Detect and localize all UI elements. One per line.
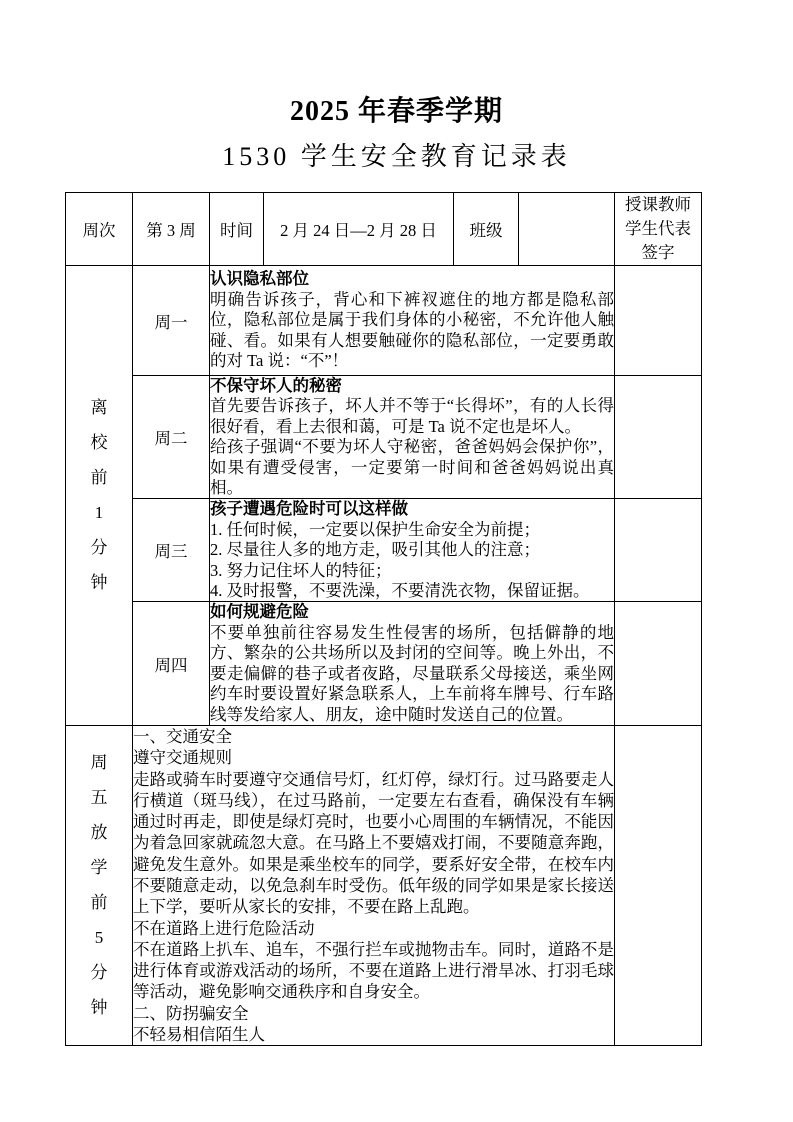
content-heading: 二、防拐骗安全 [133, 1003, 249, 1023]
content-paragraph: 首先要告诉孩子，坏人并不等于“长得坏”，有的人长得很好看，看上去很和蔼，可是 Ta 说不定也是坏人。 [210, 396, 614, 436]
section2-side-label-cell [66, 725, 133, 1045]
signature-header-line: 签字 [641, 243, 675, 262]
content-list-item: 4. 及时报警，不要洗澡，不要清洗衣物，保留证据。 [210, 581, 590, 601]
signature-cell-wednesday [615, 499, 702, 602]
tuesday-row [66, 376, 702, 499]
wednesday-content-cell [210, 499, 615, 602]
week-number-value: 第 3 周 [133, 193, 210, 266]
thursday-row [66, 602, 702, 725]
content-title: 不保守坏人的秘密 [210, 376, 342, 395]
content-paragraph: 走路或骑车时要遵守交通信号灯，红灯停，绿灯行。过马路要走人行横道（斑马线），在过马路前，一定要左右查看，确保没有车辆通过时再走，即使是绿灯亮时，也要小心周围的车辆情况，不能因为着急回家就疏忽大意。在马路上不要嬉戏打闹，不要随意奔跑，避免发生意外。如果是乘坐校车的同学，要系好安全带，在校车内不要随意走动，以免急刹车时受伤。低年级的同学如果是家长接送上下学，要听从家长的安排，不要在路上乱跑。 [133, 769, 614, 917]
content-title: 孩子遭遇危险时可以这样做 [210, 499, 408, 519]
wednesday-row [66, 499, 702, 602]
friday-content-cell [133, 725, 615, 1045]
content-paragraph: 不要单独前往容易发生性侵害的场所，包括僻静的地方、繁杂的公共场所以及封闭的空间等。晚上外出，不要走偏僻的巷子或者夜路，尽量联系父母接送，乘坐网约车时要设置好紧急联系人，上车前将车牌号、行车路线等发给家人、朋友，途中随时发送自己的位置。 [210, 622, 614, 724]
content-list-item: 3. 努力记住坏人的特征； [210, 560, 392, 580]
content-list-item: 2. 尽量往人多的地方走，吸引其他人的注意； [210, 540, 540, 560]
class-value-blank [519, 193, 615, 266]
day-label-thursday: 周四 [133, 602, 210, 725]
content-list-item: 1. 任何时候，一定要以保护生命安全为前提； [210, 519, 540, 539]
day-label-tuesday: 周二 [133, 376, 210, 499]
week-number-label: 周次 [66, 193, 133, 266]
content-paragraph: 不在道路上扒车、追车，不强行拦车或抛物击车。同时，道路不是进行体育或游戏活动的场所，不要在道路上进行滑旱冰、打羽毛球等活动，避免影响交通秩序和自身安全。 [133, 939, 614, 1002]
content-title: 如何规避危险 [210, 602, 309, 622]
signature-cell-tuesday [615, 376, 702, 499]
content-subheading: 不轻易相信陌生人 [133, 1025, 265, 1045]
content-subheading: 遵守交通规则 [133, 748, 232, 768]
signature-header-cell [615, 193, 702, 266]
page-title: 2025 年春季学期 [289, 96, 503, 127]
signature-header-line: 授课教师 [625, 195, 691, 214]
friday-row [66, 725, 702, 1045]
thursday-content-cell [210, 602, 615, 725]
signature-cell-friday [615, 725, 702, 1045]
header-row [66, 193, 702, 266]
vertical-label-before-leaving: 离 校 前 1 分 钟 [90, 397, 108, 592]
content-subheading: 不在道路上进行危险活动 [133, 918, 315, 938]
signature-cell-monday [615, 266, 702, 376]
class-label: 班级 [454, 193, 519, 266]
tuesday-content-cell [210, 376, 615, 499]
monday-content-cell [210, 266, 615, 376]
signature-header-line: 学生代表 [625, 219, 691, 238]
content-heading: 一、交通安全 [133, 726, 232, 746]
content-paragraph: 明确告诉孩子，背心和下裤衩遮住的地方都是隐私部位，隐私部位是属于我们身体的小秘密，不允许他人触碰、看。如果有人想要触碰你的隐私部位，一定要勇敢的对 Ta 说：“不”！ [210, 289, 614, 371]
safety-education-record-table [65, 192, 702, 1046]
content-paragraph: 给孩子强调“不要为坏人守秘密，爸爸妈妈会保护你”，如果有遭受侵害，一定要第一时间和爸爸妈妈说出真相。 [210, 437, 614, 498]
day-label-monday: 周一 [133, 266, 210, 376]
time-label: 时间 [210, 193, 264, 266]
page-subtitle: 1530 学生安全教育记录表 [222, 142, 571, 171]
section1-side-label-cell [66, 266, 133, 726]
time-value: 2 月 24 日—2 月 28 日 [264, 193, 454, 266]
content-title: 认识隐私部位 [210, 269, 309, 289]
day-label-wednesday: 周三 [133, 499, 210, 602]
monday-row [66, 266, 702, 376]
signature-cell-thursday [615, 602, 702, 725]
vertical-label-friday-before-dismissal: 周 五 放 学 前 5 分 钟 [90, 753, 108, 1018]
